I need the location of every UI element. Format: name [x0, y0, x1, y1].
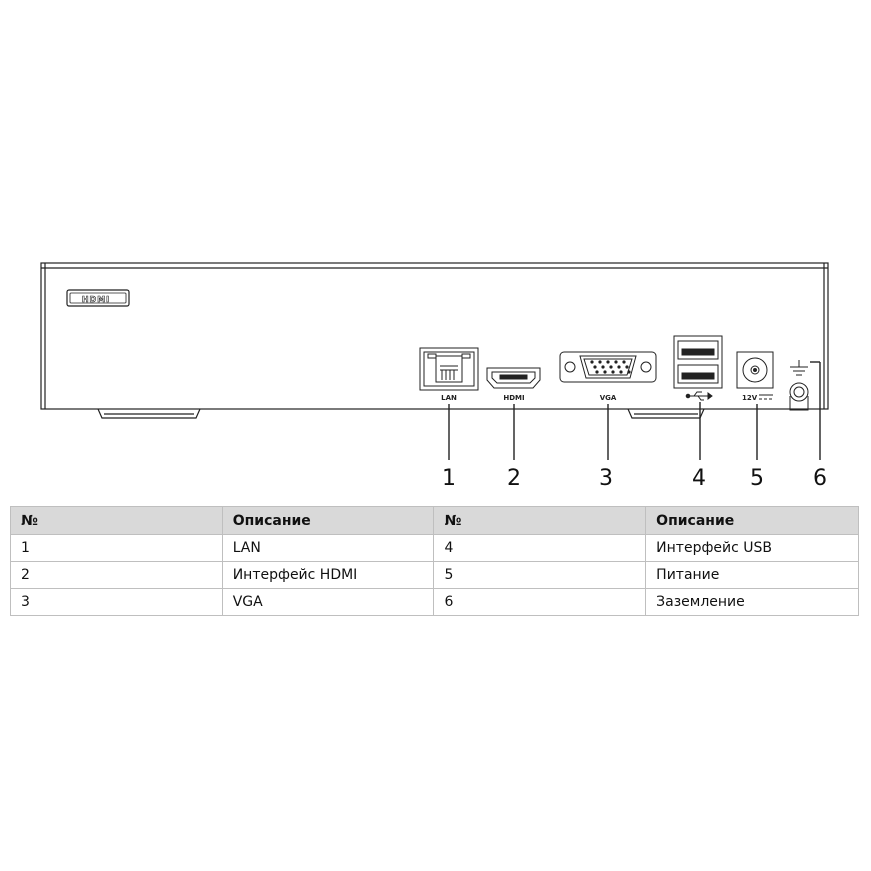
callout-1: 1: [442, 466, 456, 491]
table-cell: Заземление: [646, 589, 859, 616]
svg-text:HDMI: HDMI: [81, 295, 111, 304]
header-number-1: №: [11, 507, 223, 535]
header-description-2: Описание: [646, 507, 859, 535]
table-cell: 6: [434, 589, 646, 616]
callout-6: 6: [813, 466, 827, 491]
table-cell: 3: [11, 589, 223, 616]
table-cell: 4: [434, 535, 646, 562]
vga-pins: [590, 360, 630, 373]
table-header-row: [11, 507, 859, 535]
ground-terminal-icon: [790, 360, 808, 410]
hdmi-port-icon: [487, 368, 540, 388]
table-cell: Интерфейс USB: [646, 535, 859, 562]
usb-symbol-icon: [686, 392, 712, 400]
vga-port-icon: [560, 352, 656, 382]
table-cell: Питание: [646, 562, 859, 589]
lan-port-label: LAN: [441, 394, 457, 402]
dc-symbol-icon: [759, 395, 773, 399]
table-cell: LAN: [222, 535, 434, 562]
header-number-2: №: [434, 507, 646, 535]
power-jack-icon: [737, 352, 773, 388]
vga-port-label: VGA: [599, 394, 617, 402]
table-row: [11, 562, 859, 589]
table-row: [11, 535, 859, 562]
hdmi-logo-badge: [67, 290, 129, 306]
table-cell: 5: [434, 562, 646, 589]
callout-4: 4: [692, 466, 706, 491]
callout-5: 5: [750, 466, 764, 491]
callout-2: 2: [507, 466, 521, 491]
hdmi-port-label: HDMI: [503, 394, 525, 402]
table-cell: 2: [11, 562, 223, 589]
table-row: [11, 589, 859, 616]
header-description-1: Описание: [222, 507, 434, 535]
power-port-label: 12V: [742, 394, 758, 402]
table-cell: VGA: [222, 589, 434, 616]
port-description-table: [10, 506, 859, 616]
lan-port-icon: [420, 348, 478, 390]
callout-3: 3: [599, 466, 613, 491]
usb-port-icon: [674, 336, 722, 388]
table-cell: Интерфейс HDMI: [222, 562, 434, 589]
table-cell: 1: [11, 535, 223, 562]
